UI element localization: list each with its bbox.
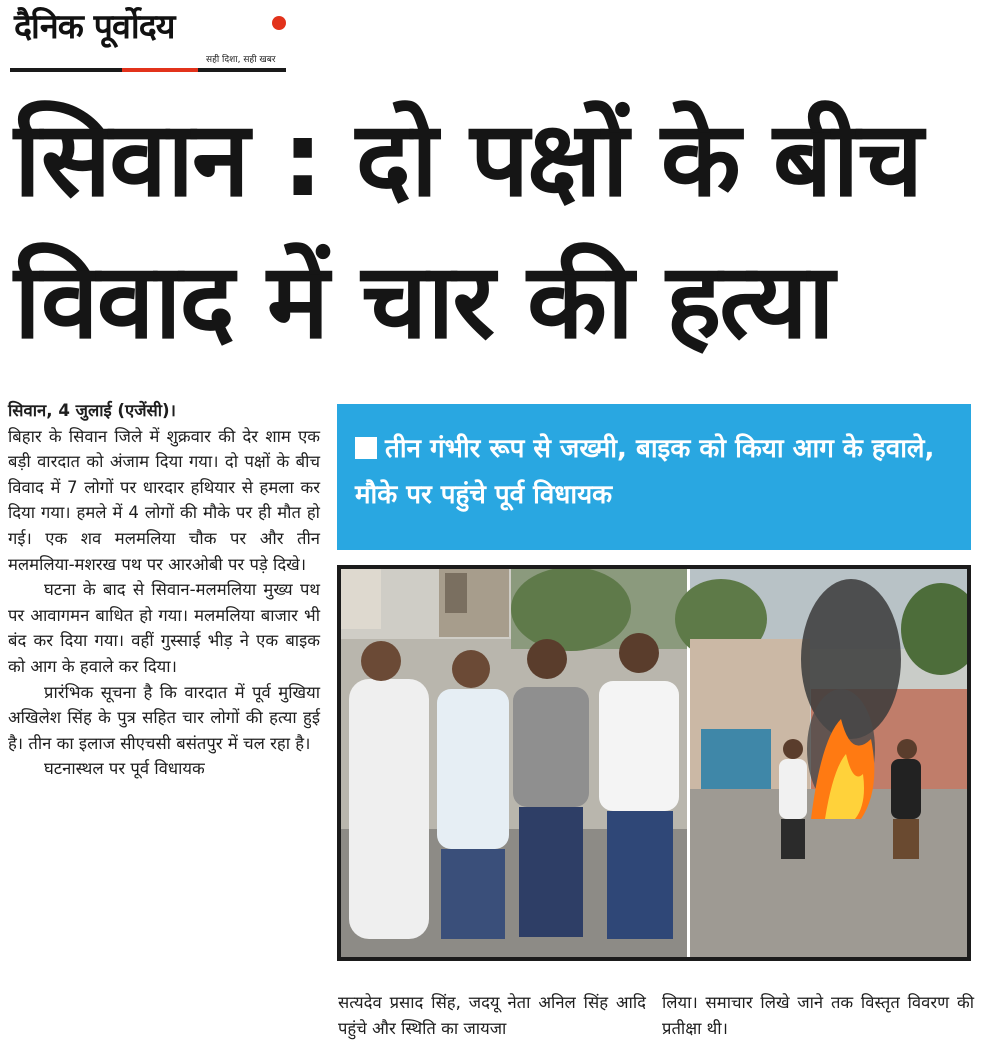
dateline: सिवान, 4 जुलाई (एजेंसी)।: [8, 401, 176, 420]
masthead-red-bar: [122, 68, 198, 72]
square-bullet-icon: [355, 437, 377, 459]
subheadline-text: तीन गंभीर रूप से जख्मी, बाइक को किया आग के हवाले, मौके पर पहुंचे पूर्व विधायक: [355, 434, 935, 510]
masthead: [10, 6, 290, 72]
article-column-middle: [338, 990, 646, 1041]
article-paragraph-6: लिया। समाचार लिखे जाने तक विस्तृत विवरण की प्रतीक्षा थी।: [662, 993, 974, 1038]
news-photo-illustration: [341, 569, 967, 957]
news-photo: [337, 565, 971, 961]
headline-line-1: सिवान : दो पक्षों के बीच: [14, 98, 922, 220]
masthead-tagline: सही दिशा, सही खबर: [206, 55, 276, 65]
article-column-left: [8, 398, 320, 782]
article-paragraph-4: घटनास्थल पर पूर्व विधायक: [44, 759, 205, 779]
article-paragraph-5: सत्यदेव प्रसाद सिंह, जदयू नेता अनिल सिंह आदि पहुंचे और स्थिति का जायजा: [338, 993, 646, 1038]
headline: [14, 88, 974, 372]
article-column-right: [662, 990, 974, 1041]
newspaper-logo: दैनिक पूर्वोदय: [14, 7, 175, 47]
article-paragraph-2: घटना के बाद से सिवान-मलमलिया मुख्य पथ पर आवागमन बाधित हो गया। मलमलिया बाजार भी बंद कर दिया गया। वहीं गुस्साई भीड़ ने एक बाइक को आग के हवाले कर दिया।: [8, 580, 320, 676]
article-paragraph-1: बिहार के सिवान जिले में शुक्रवार की देर शाम एक बड़ी वारदात को अंजाम दिया गया। दो पक्षों के बीच विवाद में 7 लोगों पर धारदार हथियार से हमला कर दिया गया। हमले में 4 लोगों की मौके पर ही मौत हो गई। एक शव मलमलिया चौक पर और तीन मलमलिया-मशरख पथ पर आरओबी पर पड़े दिखे।: [8, 426, 320, 574]
logo-dot-icon: [272, 16, 286, 30]
article-paragraph-3: प्रारंभिक सूचना है कि वारदात में पूर्व मुखिया अखिलेश सिंह के पुत्र सहित चार लोगों की हत्या हुई है। तीन का इलाज सीएचसी बसंतपुर में चल रहा है।: [8, 682, 320, 753]
headline-line-2: विवाद में चार की हत्या: [14, 240, 833, 362]
subheadline-box: [337, 404, 971, 550]
